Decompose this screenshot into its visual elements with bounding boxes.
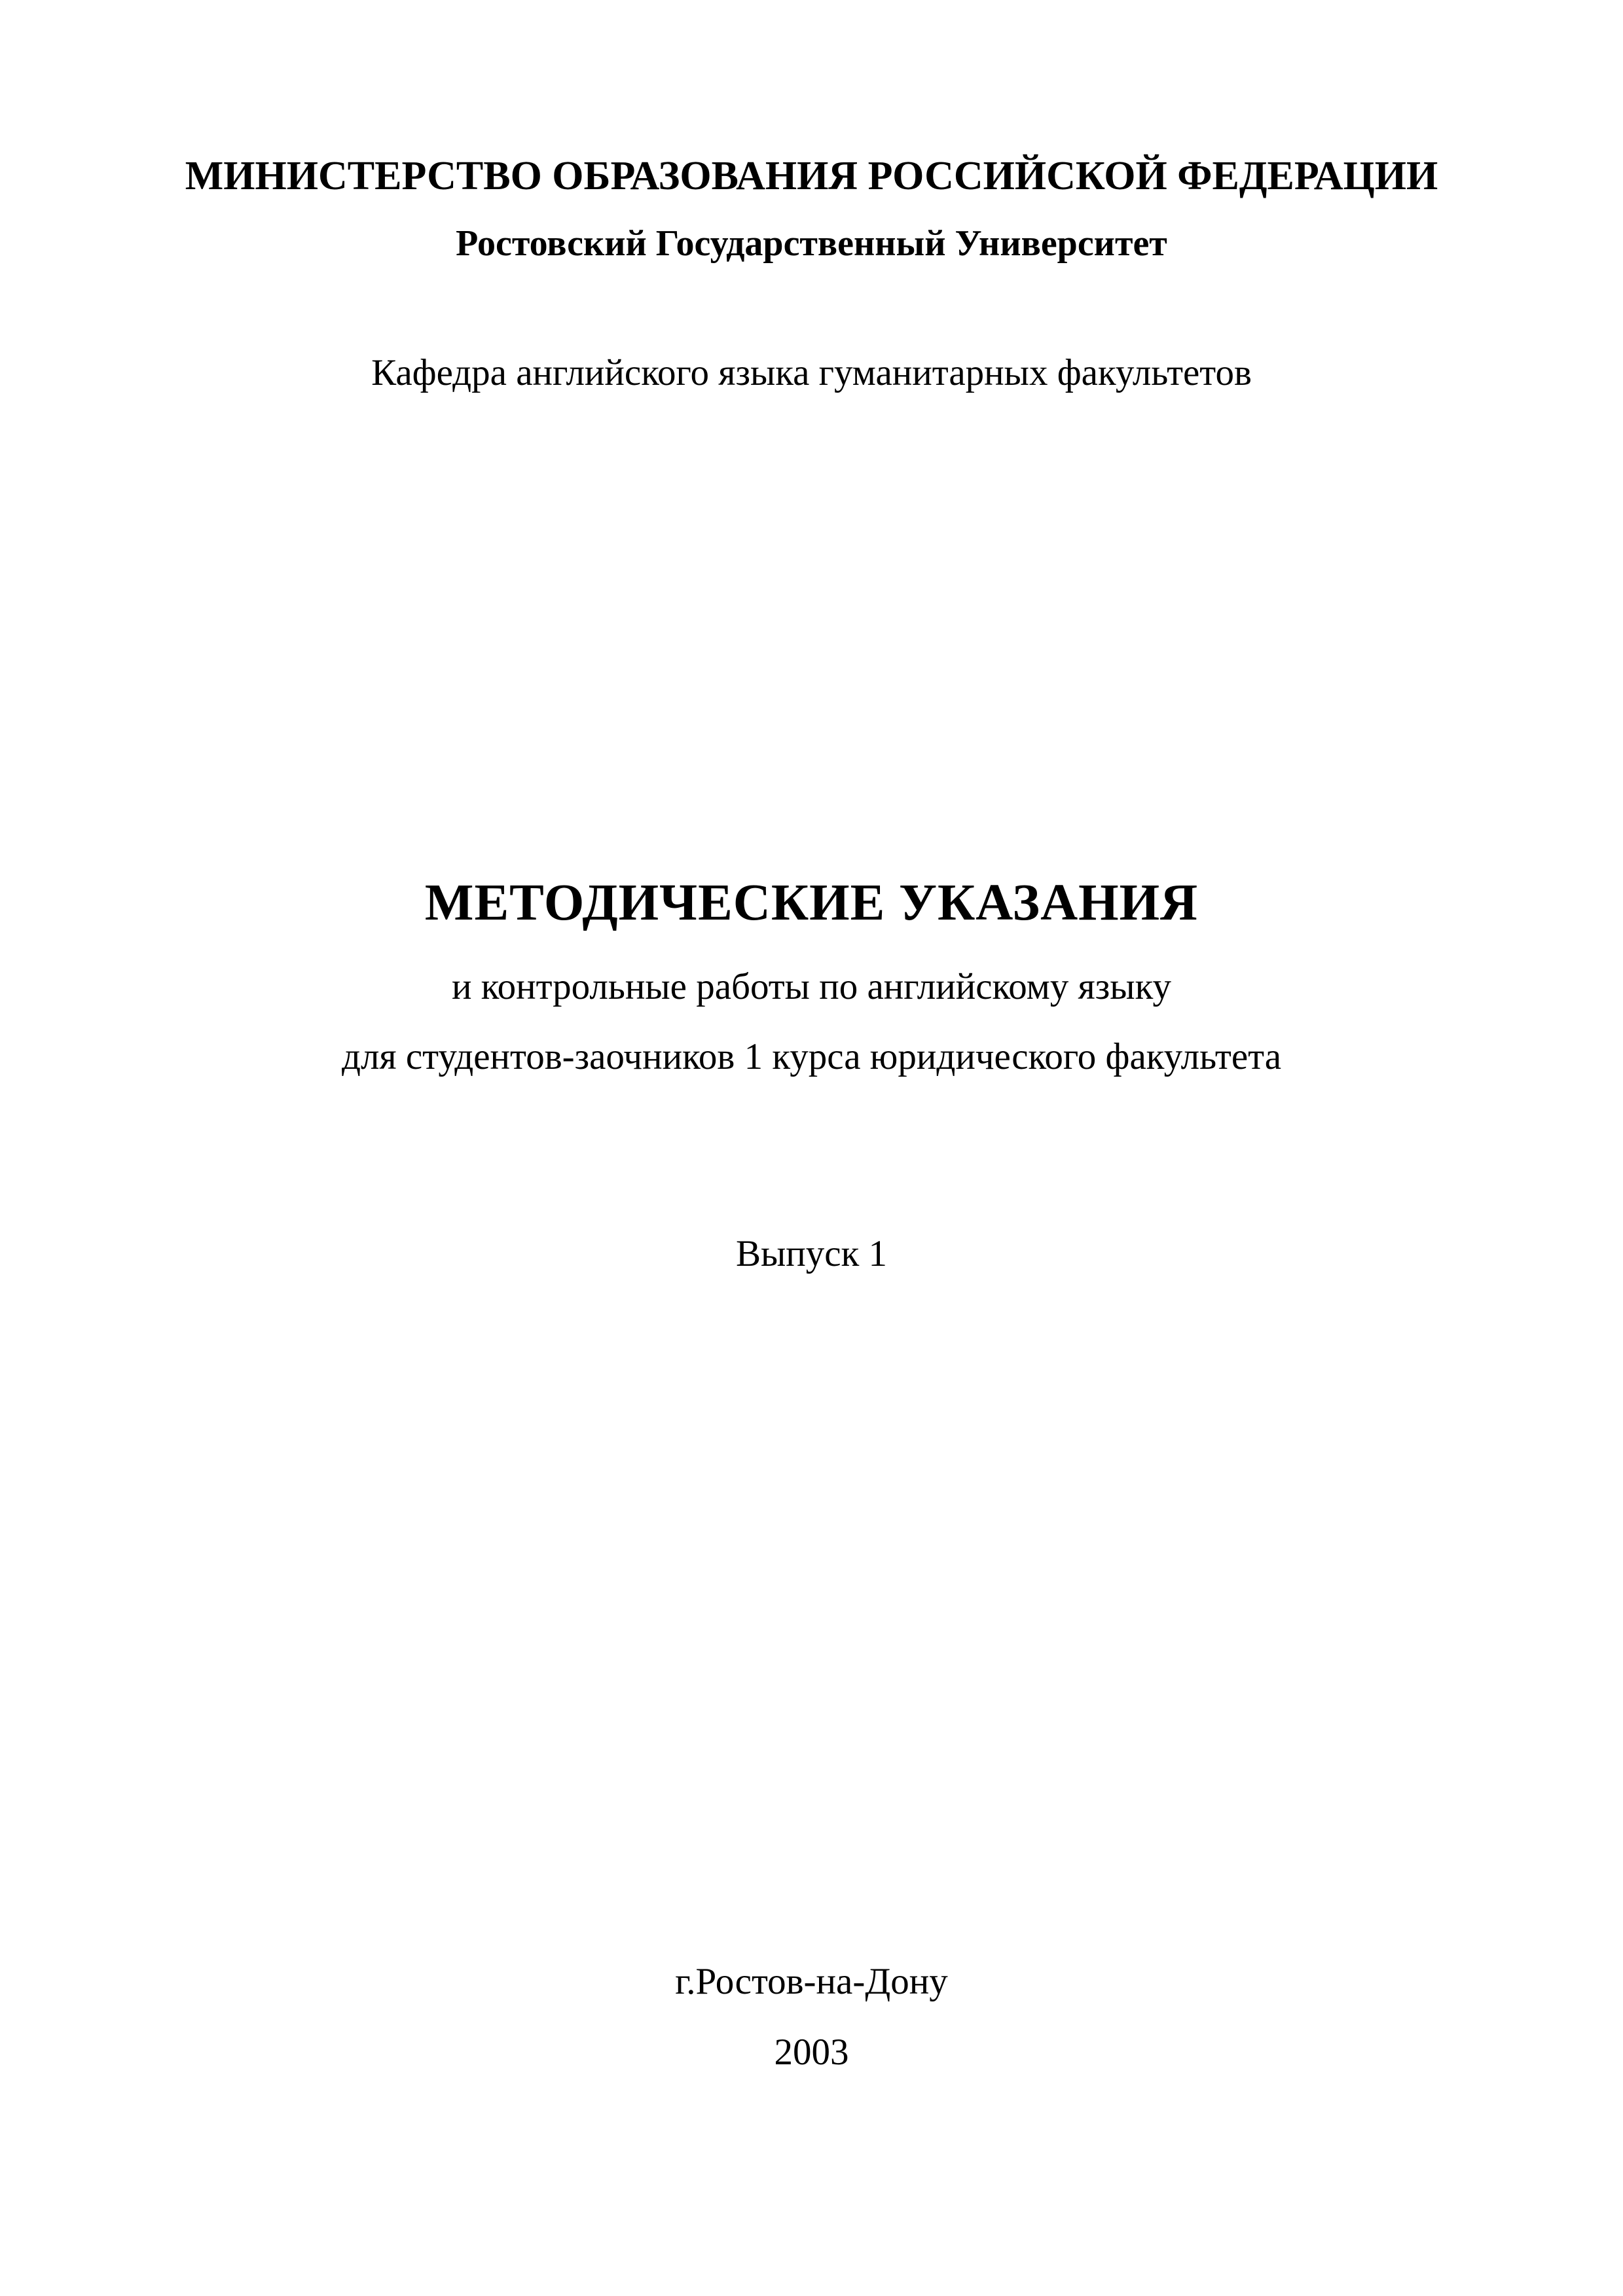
document-subtitle-line-2: для студентов-заочников 1 курса юридического факультета [341,1036,1282,1077]
university-name: Ростовский Государственный Университет [456,223,1167,264]
document-subtitle-line-1: и контрольные работы по английскому языку [452,966,1171,1007]
ministry-name: МИНИСТЕРСТВО ОБРАЗОВАНИЯ РОССИЙСКОЙ ФЕДЕРАЦИИ [185,154,1438,198]
document-title: МЕТОДИЧЕСКИЕ УКАЗАНИЯ [424,874,1199,931]
publication-city: г.Ростов-на-Дону [675,1961,948,2002]
department-name: Кафедра английского языка гуманитарных факультетов [371,352,1252,393]
publication-year: 2003 [774,2032,849,2073]
issue-number: Выпуск 1 [735,1233,888,1274]
